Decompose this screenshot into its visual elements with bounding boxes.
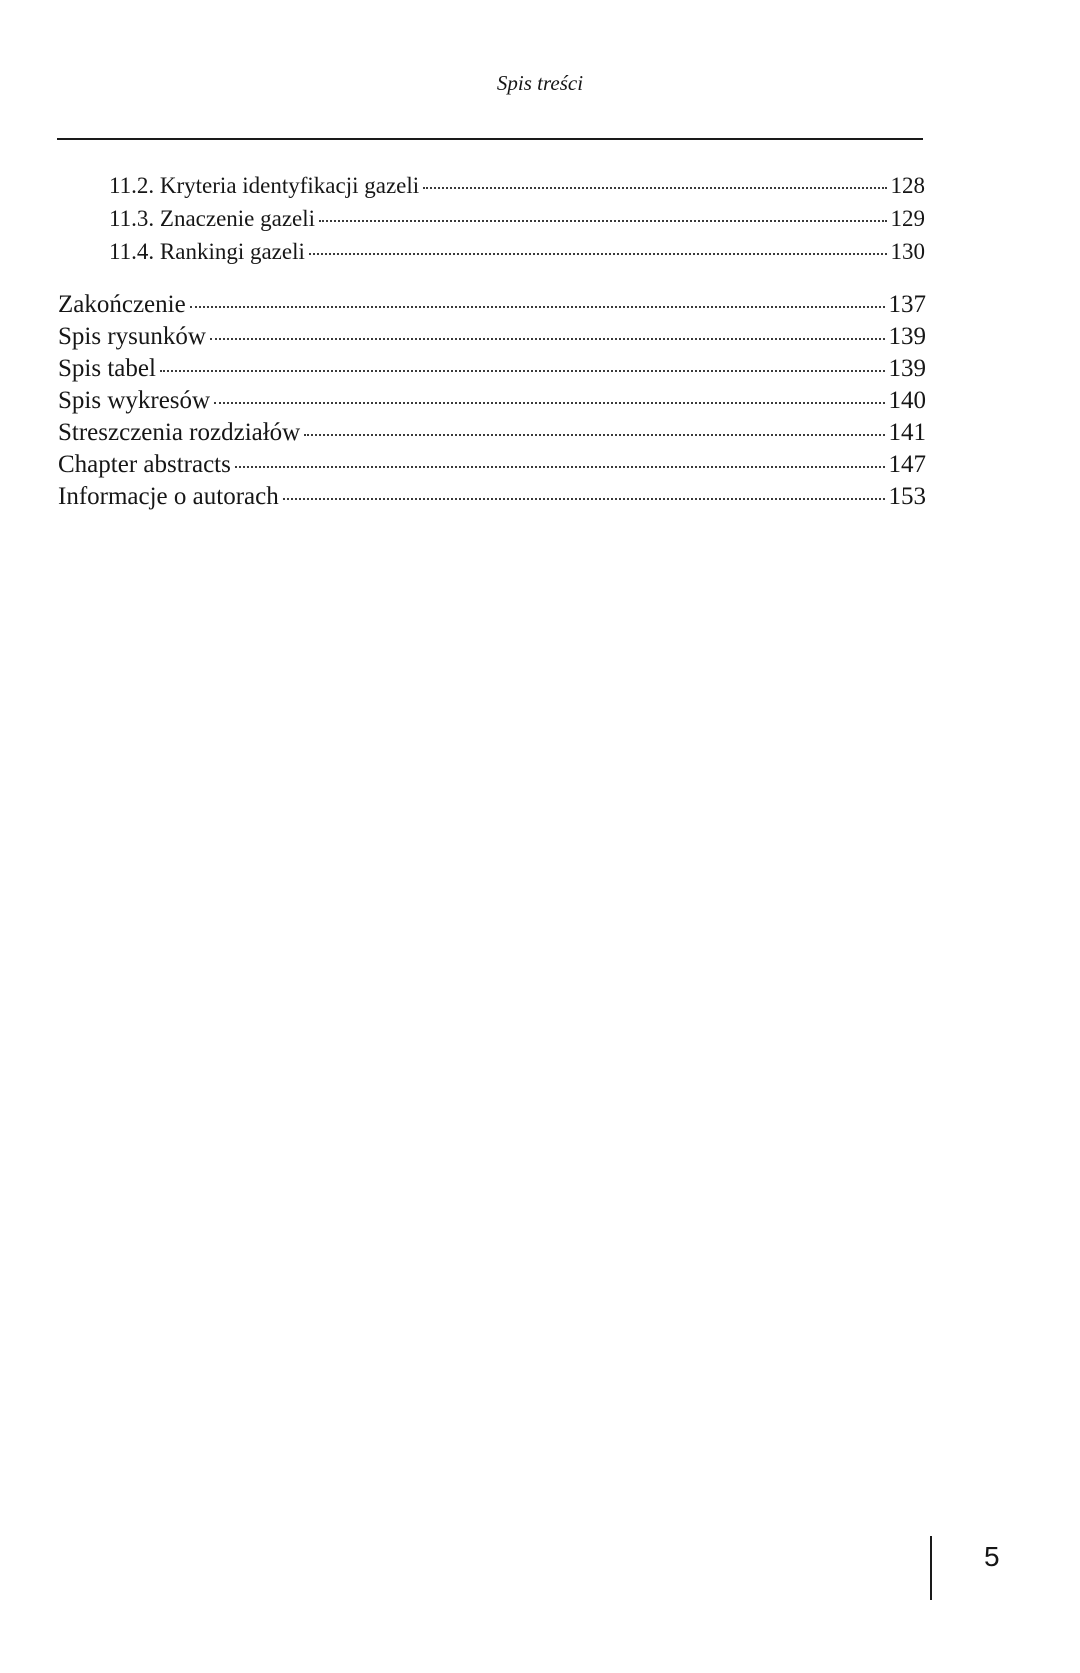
toc-entry-11-4[interactable] <box>109 236 925 268</box>
dot-leader <box>319 220 886 222</box>
toc-entry-label: Streszczenia rozdziałów <box>58 419 301 446</box>
dot-leader <box>235 466 885 468</box>
toc-entry-label: 11.3. Znaczenie gazeli <box>109 206 316 231</box>
toc-entry-spis-rysunkow[interactable] <box>58 321 926 353</box>
toc-entry-page: 130 <box>890 239 925 264</box>
toc-entry-page: 129 <box>890 206 925 231</box>
dot-leader <box>214 402 884 404</box>
dot-leader <box>283 498 885 500</box>
toc-entry-informacje-o-autorach[interactable] <box>58 481 926 513</box>
toc-entry-spis-tabel[interactable] <box>58 353 926 385</box>
toc-entry-11-2[interactable] <box>109 170 925 202</box>
dot-leader <box>210 338 885 340</box>
toc-entry-page: 139 <box>888 323 926 350</box>
toc-entry-label: Spis wykresów <box>58 387 211 414</box>
toc-entry-zakonczenie[interactable] <box>58 289 926 321</box>
toc-entry-label: 11.2. Kryteria identyfikacji gazeli <box>109 173 420 198</box>
dot-leader <box>423 187 886 189</box>
toc-entry-label: Zakończenie <box>58 291 186 318</box>
toc-entry-chapter-abstracts[interactable] <box>58 449 926 481</box>
toc-entry-label: Spis rysunków <box>58 323 206 350</box>
toc-entry-streszczenia-rozdzialow[interactable] <box>58 417 926 449</box>
toc-entry-page: 153 <box>888 483 926 510</box>
running-header: Spis treści <box>496 71 584 95</box>
toc-entry-page: 147 <box>888 451 926 478</box>
toc-entry-label: Chapter abstracts <box>58 451 231 478</box>
table-of-contents <box>0 0 1080 600</box>
toc-entry-page: 139 <box>888 355 926 382</box>
toc-entry-11-3[interactable] <box>109 203 925 235</box>
toc-entry-page: 128 <box>890 173 925 198</box>
dot-leader <box>190 306 885 308</box>
toc-entry-page: 140 <box>888 387 926 414</box>
toc-entry-label: Informacje o autorach <box>58 483 279 510</box>
toc-entry-spis-wykresow[interactable] <box>58 385 926 417</box>
toc-entry-label: 11.4. Rankingi gazeli <box>109 239 305 264</box>
toc-entry-page: 141 <box>888 419 926 446</box>
toc-entry-page: 137 <box>888 291 926 318</box>
dot-leader <box>309 253 887 255</box>
page-number-bar <box>930 1536 932 1600</box>
page-number: 5 <box>984 1541 1000 1572</box>
toc-entry-label: Spis tabel <box>58 355 156 382</box>
dot-leader <box>304 434 884 436</box>
dot-leader <box>160 370 885 372</box>
